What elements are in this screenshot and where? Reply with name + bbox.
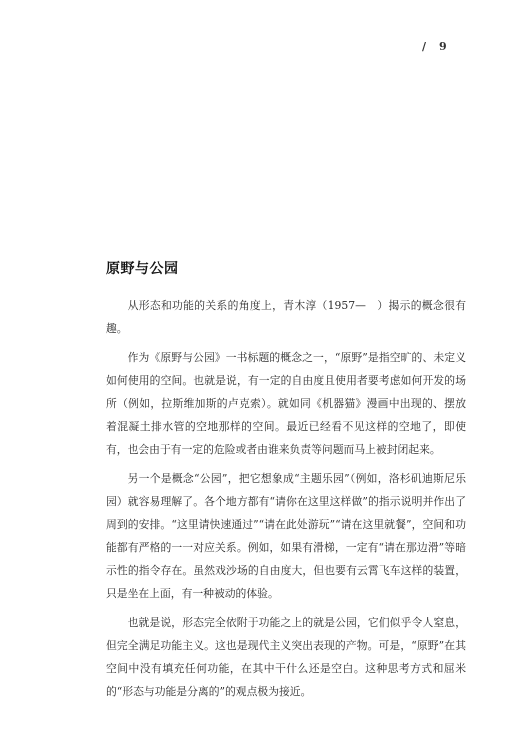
page-header: [422, 40, 448, 53]
header-slash: /: [422, 40, 428, 53]
paragraph: 也就是说，形态完全依附于功能之上的就是公园，它们似乎令人窒息，但完全满足功能主义。这也是现代主义突出表现的产物。可是，“原野”在其空间中没有填充任何功能，在其中干什么还是空白。这种思考方式和屈米的“形态与功能是分离的”的观点极为接近。: [106, 616, 466, 698]
paragraph: 作为《原野与公园》一书标题的概念之一，“原野”是指空旷的、未定义如何使用的空间。也就是说，有一定的自由度且使用者要考虑如何开发的场所（例如，拉斯维加斯的卢克索）。就如同《机器猫》漫画中出现的、摆放着混凝土排水管的空地那样的空间。最近已经看不见这样的空地了，即使有，也会由于有一定的危险或者由谁来负责等问题而马上被封闭起来。: [106, 351, 466, 456]
paragraph: 从形态和功能的关系的角度上，青木淳（1957— ）揭示的概念很有趣。: [106, 299, 466, 335]
section-title: 原野与公园: [106, 261, 179, 277]
body-text: [106, 294, 466, 709]
paragraph: 另一个是概念“公园”，把它想象成“主题乐园”（例如，洛杉矶迪斯尼乐园）就容易理解了。各个地方都有“请你在这里这样做”的指示说明并作出了周到的安排。“这里请快速通过”“请在此处游玩”“请在这里就餐”，空间和功能都有严格的一一对应关系。例如，如果有滑梯，一定有“请在那边滑”等暗示性的指令存在。虽然戏沙场的自由度大，但也要有云霄飞车这样的装置，只是坐在上面，有一种被动的体验。: [106, 472, 466, 600]
page-number: 9: [439, 40, 448, 53]
